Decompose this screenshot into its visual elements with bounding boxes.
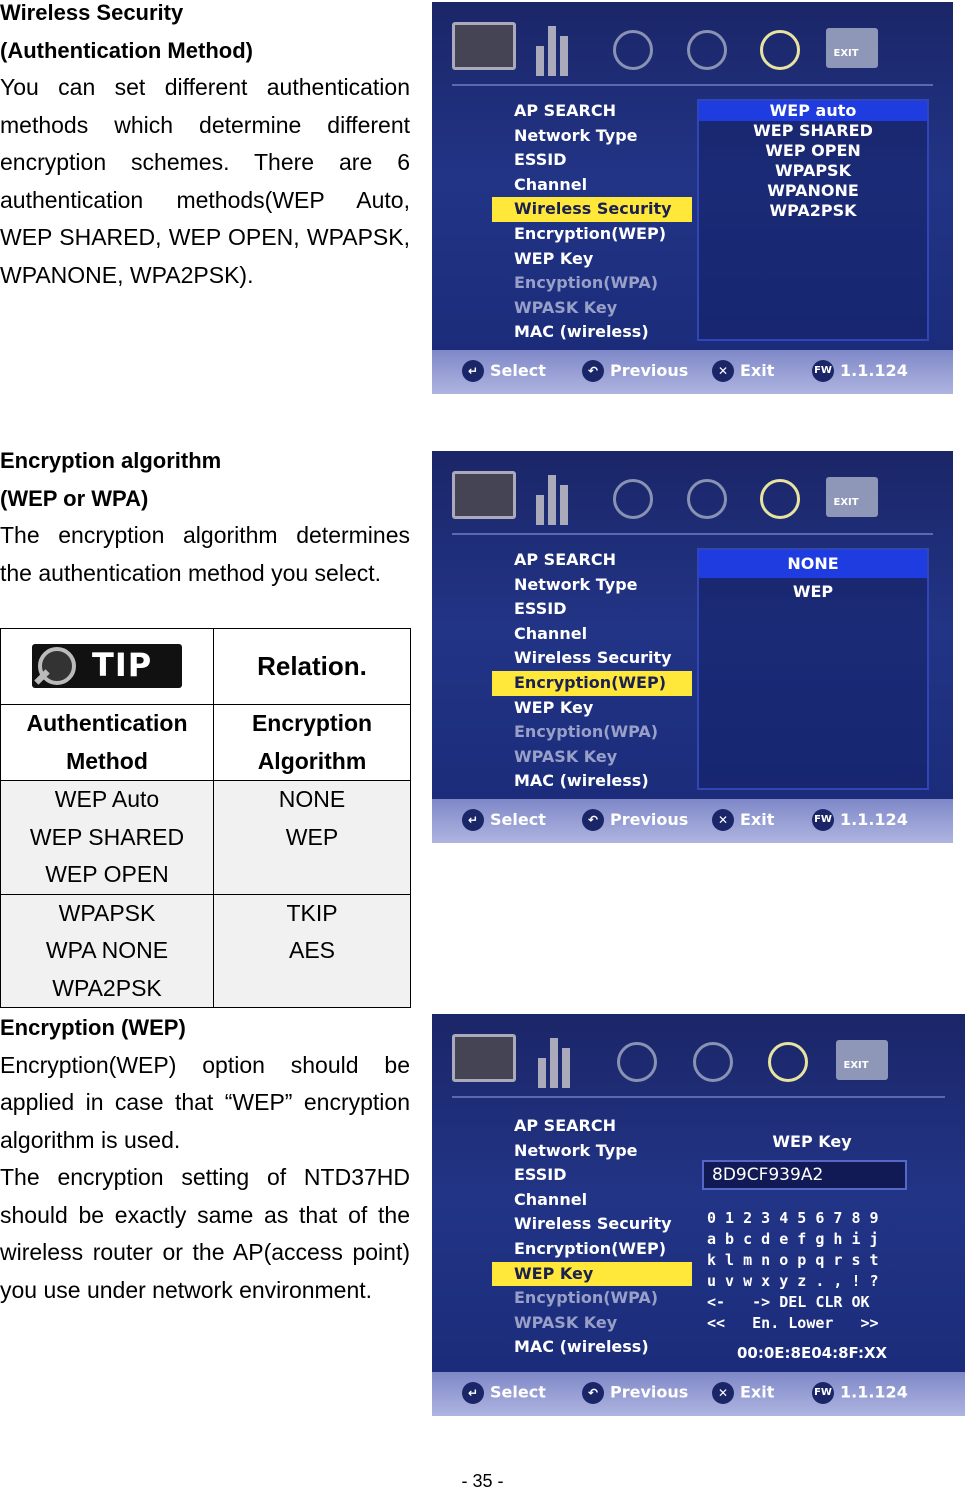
label: Exit (740, 809, 775, 829)
satellite-dish-icon[interactable] (679, 1034, 743, 1088)
keyboard-row[interactable]: k l m n o p q r s t (707, 1251, 879, 1269)
fw-text: 1.1.124 (840, 360, 908, 380)
fw-text: 1.1.124 (840, 809, 908, 829)
exit-label: EXIT (833, 497, 859, 508)
tv-screen (452, 22, 516, 70)
bars (536, 471, 576, 525)
heading: Encryption algorithm (0, 448, 222, 473)
exit-icon: ✕ (712, 809, 734, 831)
menu-item[interactable]: Encyption(WPA) (514, 722, 659, 742)
tv-screen (452, 1034, 516, 1082)
menu-item[interactable]: Channel (514, 623, 588, 643)
menu-item[interactable]: Channel (514, 1189, 588, 1209)
tv-icon[interactable] (452, 1034, 516, 1088)
exit-label: EXIT (833, 48, 859, 59)
exit-button[interactable] (712, 360, 774, 382)
subheading: (Authentication Method) (0, 37, 253, 63)
menu-item[interactable]: AP SEARCH (514, 1116, 616, 1135)
label: Previous (610, 1382, 689, 1402)
exit-button[interactable] (712, 1382, 774, 1404)
settings-menu (492, 1114, 692, 1360)
table-cell: TKIP AES (214, 894, 411, 1008)
previous-button[interactable] (582, 1382, 688, 1404)
relation-table (0, 628, 411, 1008)
previous-button[interactable] (582, 360, 688, 382)
menu-item[interactable]: Encyption(WPA) (514, 273, 659, 293)
select-icon: ↵ (462, 809, 484, 831)
option-item[interactable]: WEP auto (699, 101, 927, 121)
icon-glyph (617, 1042, 657, 1082)
option-item[interactable]: WEP OPEN (765, 141, 861, 160)
exit-label: EXIT (843, 1060, 869, 1071)
menu-item[interactable]: Wireless Security (492, 197, 692, 222)
folder-exit-icon[interactable] (830, 1034, 894, 1088)
bottom-bar (432, 350, 953, 394)
section-encryption-algorithm (0, 442, 410, 592)
subheading: (WEP or WPA) (0, 485, 149, 511)
menu-item[interactable]: AP SEARCH (514, 101, 616, 120)
fw-text: 1.1.124 (840, 1382, 908, 1402)
divider (452, 533, 933, 535)
tv-icon[interactable] (452, 22, 516, 76)
menu-item[interactable]: Wireless Security (514, 648, 672, 668)
tv-icon[interactable] (452, 471, 516, 525)
menu-item[interactable]: WPASK Key (514, 297, 618, 317)
previous-icon: ↶ (582, 1382, 604, 1404)
satellite-dish-icon[interactable] (673, 471, 737, 525)
select-icon: ↵ (462, 1382, 484, 1404)
menu-item[interactable]: WEP Key (514, 248, 594, 268)
settings-menu (492, 99, 692, 345)
icon-glyph (760, 479, 800, 519)
section-wireless-security (0, 0, 410, 294)
speaker-icon[interactable] (526, 471, 590, 525)
menu-item[interactable]: Encryption(WEP) (514, 223, 667, 243)
select-button[interactable] (462, 1382, 546, 1404)
select-button[interactable] (462, 360, 546, 382)
menu-item[interactable]: MAC (wireless) (514, 322, 649, 342)
label: Select (490, 360, 546, 380)
paragraph: The encryption algorithm determines the authentication method you select. (0, 522, 410, 586)
menu-item[interactable]: ESSID (514, 150, 567, 170)
menu-item[interactable]: WPASK Key (514, 746, 618, 766)
menu-item[interactable]: AP SEARCH (514, 550, 616, 569)
divider (452, 84, 933, 86)
firmware-version (812, 809, 908, 831)
option-item[interactable]: WEP SHARED (753, 121, 873, 140)
icon-glyph (693, 1042, 733, 1082)
fw-icon: FW (812, 1382, 834, 1404)
icon-glyph (760, 30, 800, 70)
label: Select (490, 809, 546, 829)
col-header-auth: Authentication Method (1, 705, 214, 781)
top-icon-bar (452, 22, 933, 82)
menu-item[interactable]: ESSID (514, 1165, 567, 1185)
bars (538, 1034, 578, 1088)
network-icon[interactable] (746, 471, 810, 525)
keyboard-row[interactable]: a b c d e f g h i j (707, 1230, 879, 1248)
tools-icon[interactable] (603, 1034, 667, 1088)
option-item[interactable]: WPAPSK (775, 161, 851, 180)
page-number: - 35 - (461, 1471, 504, 1491)
tv-screen (452, 471, 516, 519)
exit-icon: ✕ (712, 1382, 734, 1404)
option-item[interactable]: WPA2PSK (769, 201, 857, 220)
menu-item[interactable]: Encryption(WEP) (492, 671, 692, 696)
settings-menu (492, 548, 692, 794)
top-icon-bar (452, 471, 933, 531)
icon-glyph (613, 30, 653, 70)
bars (536, 22, 576, 76)
divider (452, 1096, 945, 1098)
firmware-version (812, 1382, 908, 1404)
screenshot-wep-key (432, 1014, 965, 1416)
icon-glyph (613, 479, 653, 519)
select-icon: ↵ (462, 360, 484, 382)
speaker-icon[interactable] (528, 1034, 592, 1088)
menu-item[interactable]: Encyption(WPA) (514, 1288, 659, 1308)
label: Previous (610, 809, 689, 829)
keyboard-row[interactable]: 0 1 2 3 4 5 6 7 8 9 (707, 1209, 879, 1227)
table-cell: WPAPSK WPA NONE WPA2PSK (1, 894, 214, 1008)
network-icon[interactable] (754, 1034, 818, 1088)
wep-key-title: WEP Key (772, 1132, 852, 1151)
icon-glyph (687, 30, 727, 70)
tip-badge: TIP (32, 644, 182, 688)
options-panel (697, 99, 929, 341)
network-icon[interactable] (746, 22, 810, 76)
options-panel (697, 548, 929, 790)
menu-item[interactable]: Channel (514, 174, 588, 194)
keyboard-row[interactable]: u v w x y z . , ! ? (707, 1272, 879, 1290)
top-icon-bar (452, 1034, 945, 1094)
icon-glyph (687, 479, 727, 519)
menu-item[interactable]: Wireless Security (514, 1214, 672, 1234)
exit-button[interactable] (712, 809, 774, 831)
menu-item[interactable]: WEP Key (514, 697, 594, 717)
exit-icon: ✕ (712, 360, 734, 382)
tools-icon[interactable] (599, 471, 663, 525)
table-cell: NONE WEP (214, 781, 411, 895)
heading: Wireless Security (0, 0, 184, 25)
previous-button[interactable] (582, 809, 688, 831)
label: Select (490, 1382, 546, 1402)
satellite-dish-icon[interactable] (673, 22, 737, 76)
previous-icon: ↶ (582, 360, 604, 382)
firmware-version (812, 360, 908, 382)
label: Previous (610, 360, 689, 380)
tip-cell (1, 629, 214, 705)
menu-item[interactable]: WEP Key (492, 1262, 692, 1287)
keyboard-row[interactable]: <- -> DEL CLR OK (707, 1293, 870, 1311)
wep-key-input[interactable]: 8D9CF939A2 (702, 1160, 907, 1190)
paragraph: You can set different authentication methods which determine different encryption schemes. There are 6 authentication methods(WEP Auto, WEP SHARED, WEP OPEN, WPAPSK, WPANONE, WPA2PSK). (0, 74, 410, 288)
icon-glyph (768, 1042, 808, 1082)
paragraph: Encryption(WEP) option should be applied in case that “WEP” encryption algorithm is used. (0, 1051, 410, 1153)
screenshot-encryption-algorithm (432, 451, 953, 843)
folder-exit-icon[interactable] (820, 471, 884, 525)
folder-exit-icon[interactable] (820, 22, 884, 76)
table-title: Relation. (214, 629, 411, 705)
keyboard-row[interactable]: << En. Lower >> (707, 1314, 879, 1332)
label: Exit (740, 360, 775, 380)
fw-icon: FW (812, 360, 834, 382)
select-button[interactable] (462, 809, 546, 831)
label: Exit (740, 1382, 775, 1402)
screenshot-wireless-security (432, 2, 953, 394)
menu-item[interactable]: MAC (wireless) (514, 1337, 649, 1357)
table-cell: WEP Auto WEP SHARED WEP OPEN (1, 781, 214, 895)
speaker-icon[interactable] (526, 22, 590, 76)
menu-item[interactable]: Network Type (514, 1140, 638, 1160)
mac-address: 00:0E:8E04:8F:XX (737, 1344, 888, 1362)
bottom-bar (432, 1372, 965, 1416)
option-item[interactable]: WPANONE (767, 181, 859, 200)
section-encryption-wep (0, 1009, 410, 1309)
previous-icon: ↶ (582, 809, 604, 831)
col-header-enc: Encryption Algorithm (214, 705, 411, 781)
menu-item[interactable]: Network Type (514, 574, 638, 594)
heading: Encryption (WEP) (0, 1015, 186, 1040)
menu-item[interactable]: WPASK Key (514, 1312, 618, 1332)
menu-item[interactable]: Network Type (514, 125, 638, 145)
menu-item[interactable]: Encryption(WEP) (514, 1238, 667, 1258)
paragraph: The encryption setting of NTD37HD should be exactly same as that of the wireless router or the AP(access point) you use under network environment. (0, 1164, 410, 1303)
menu-item[interactable]: ESSID (514, 599, 567, 619)
bottom-bar (432, 799, 953, 843)
option-item[interactable]: NONE (699, 550, 927, 578)
tools-icon[interactable] (599, 22, 663, 76)
fw-icon: FW (812, 809, 834, 831)
menu-item[interactable]: MAC (wireless) (514, 771, 649, 791)
option-item[interactable]: WEP (792, 582, 834, 601)
